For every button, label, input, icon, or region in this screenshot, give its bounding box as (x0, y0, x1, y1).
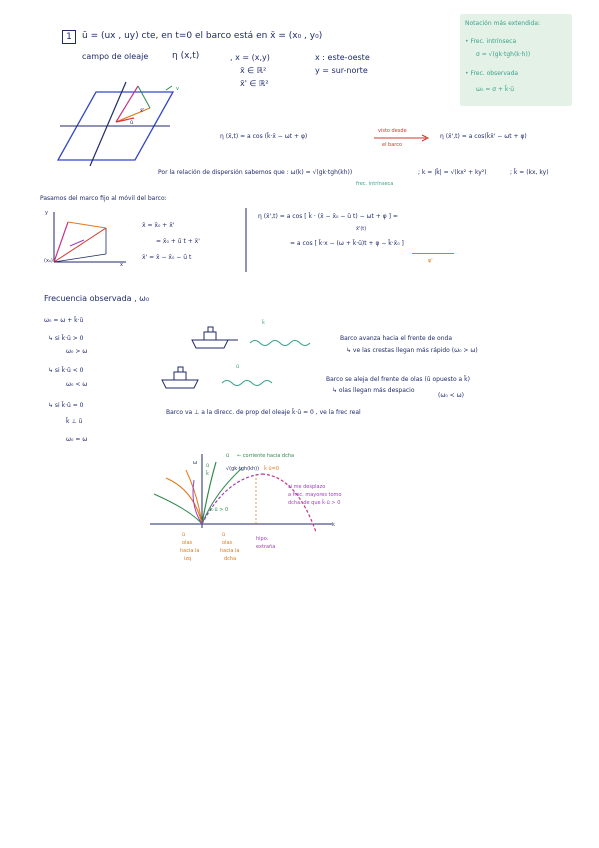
dispersion-relation: Por la relación de dispersión sabemos que : ω(k) = √(gk·tgh(kh)) (158, 169, 353, 176)
graph-bottom1d: izq (184, 556, 192, 562)
graph-bottom2: ū (222, 532, 226, 538)
frame-result2-sub: φ' (428, 258, 433, 264)
header-y-desc: y = sur-norte (315, 66, 368, 75)
graph-bottom1: ū (182, 532, 186, 538)
graph-bottom2c: hacia la (220, 548, 240, 554)
boat-icon (160, 366, 200, 390)
header-xdef: , x = (x,y) (230, 53, 270, 62)
boat2-text1: Barco se aleja del frente de olas (ū opuesto a k̄) (326, 376, 470, 383)
frame-eq1: x̄ = x̄₀ + x̄' (142, 222, 175, 229)
diagram-vec-u: ū (130, 120, 134, 126)
dispersion-note: frec. intrínseca (356, 181, 394, 187)
freq-case1b: ω₀ > ω (66, 348, 88, 355)
graph-side-note3: dcha. de que k̄·ū > 0 (288, 500, 341, 506)
transform-arrow (374, 135, 430, 141)
note-observed-formula: ω₀ = σ + k̄·ū (476, 86, 515, 93)
boat1-k-label: k̄ (262, 320, 265, 326)
perpendicular-case: Barco va ⊥ a la direcc. de prop del oleaje k̄·ū = 0 , ve la frec real (166, 409, 361, 416)
freq-case2: ↳ si k̄·ū < 0 (48, 367, 84, 374)
header-wave-field-label: campo de oleaje (82, 52, 149, 61)
header-line1: ū = (ux , uy) cte, en t=0 el barco está en x̄ = (x₀ , y₀) (82, 31, 323, 41)
wave-icon (250, 338, 310, 348)
graph-k1: k̄ (206, 471, 209, 477)
diagram-axis-v: v (176, 86, 179, 92)
header-eta: η (x,t) (172, 51, 200, 61)
header-x-desc: x : este-oeste (315, 53, 370, 62)
graph-axis-w: ω (193, 460, 198, 466)
note-title: Notación más extendida: (465, 20, 541, 27)
graph-curve-note: ← corriente hacia dcha (237, 453, 295, 459)
header-x-space: x̄ ∈ ℝ² (240, 66, 267, 75)
note-observed-freq: • Frec. observada (465, 70, 519, 77)
wave-eq-moving: η (x̄',t) = a cos(k̄x̄' − ωt + φ) (440, 133, 527, 140)
frame-eq3: x̄' = x̄ − x̄₀ − ū t (142, 254, 192, 261)
note-intrinsic-formula: σ = √(gk·tgh(k·h)) (476, 51, 531, 58)
freq-case3: ↳ si k̄·ū = 0 (48, 402, 84, 409)
freq-title: Frecuencia observada , ω₀ (44, 294, 150, 303)
frame-change-diagram (40, 210, 130, 270)
frame-change-title: Pasamos del marco fijo al móvil del barco: (40, 195, 167, 202)
graph-kbar-label: k̄ ū=0 (264, 466, 280, 472)
frame-eq2: = x̄₀ + ū t + x̄' (156, 238, 200, 245)
wave-icon (222, 378, 272, 388)
dispersion-k-vector: ; k̄ = (kx, ky) (510, 169, 549, 176)
boat2-u-label: ū (236, 364, 240, 370)
graph-side-note2: a frec. mayores tomo (288, 492, 342, 498)
graph-bottom3: hipo. (256, 536, 269, 542)
freq-case2b: ω₀ < ω (66, 381, 88, 388)
frame-origin: (x₀) (44, 258, 53, 264)
wave-eq-arrow-bottom: el barco (382, 142, 403, 148)
graph-formula: √(gk·tgh(kh)) (226, 466, 260, 472)
section-number: 1 (62, 30, 76, 44)
boat2-text3: (ω₀ < ω) (438, 392, 464, 399)
graph-bottom3b: extraña (256, 544, 276, 550)
frame-divider (244, 208, 248, 272)
frame-axis-y: y (45, 210, 48, 216)
frame-result2: = a cos [ k̄·x − (ω + k̄·ū)t + φ − k̄·x̄₀ ] (290, 240, 404, 247)
frame-result1: η (x̄',t) = a cos [ k̄ · (x̄ − x̄₀ − ū t) − ωt + φ ] = (258, 213, 398, 220)
graph-axis-k: k (332, 522, 335, 528)
dispersion-k-def: ; k = |k̄| = √(kx² + ky²) (418, 169, 487, 176)
graph-bottom2d: dcha (224, 556, 237, 562)
frame-result1-sub: x̄'(t) (356, 226, 367, 232)
phase-underline (412, 253, 454, 254)
graph-kdot: k·ū > 0 (210, 507, 229, 513)
boat1-text2: ↳ ve las crestas llegan más rápido (ω₀ > ω) (346, 347, 478, 354)
boat2-text2: ↳ olas llegan más despacio (332, 387, 415, 394)
freq-case3c: ω₀ = ω (66, 436, 88, 443)
graph-bottom1b: olas (182, 540, 193, 546)
wave-eq-fixed: η (x̄,t) = a cos (k̄·x̄ − ωt + φ) (220, 133, 308, 140)
note-intrinsic-freq: • Frec. intrínseca (465, 38, 517, 45)
graph-bottom2b: olas (222, 540, 233, 546)
frame-axis-x: x (120, 262, 123, 268)
diagram-vec-x: x̄' (140, 108, 145, 114)
boat1-text1: Barco avanza hacia el frente de onda (340, 335, 452, 342)
graph-u1: ū (206, 463, 210, 469)
graph-bottom1c: hacia la (180, 548, 200, 554)
freq-case3b: k̄ ⊥ ū (66, 418, 83, 425)
graph-side-note1: si me desplazo (288, 484, 326, 490)
wave-eq-arrow-top: visto desde (378, 128, 407, 134)
freq-definition: ω₀ = ω + k̄·ū (44, 317, 84, 324)
graph-u2: ū (226, 453, 230, 459)
header-xprime-space: x̄' ∈ ℝ² (240, 79, 269, 88)
coordinate-plane-diagram (38, 78, 188, 168)
freq-case1: ↳ si k̄·ū > 0 (48, 335, 84, 342)
boat-icon (190, 326, 230, 350)
